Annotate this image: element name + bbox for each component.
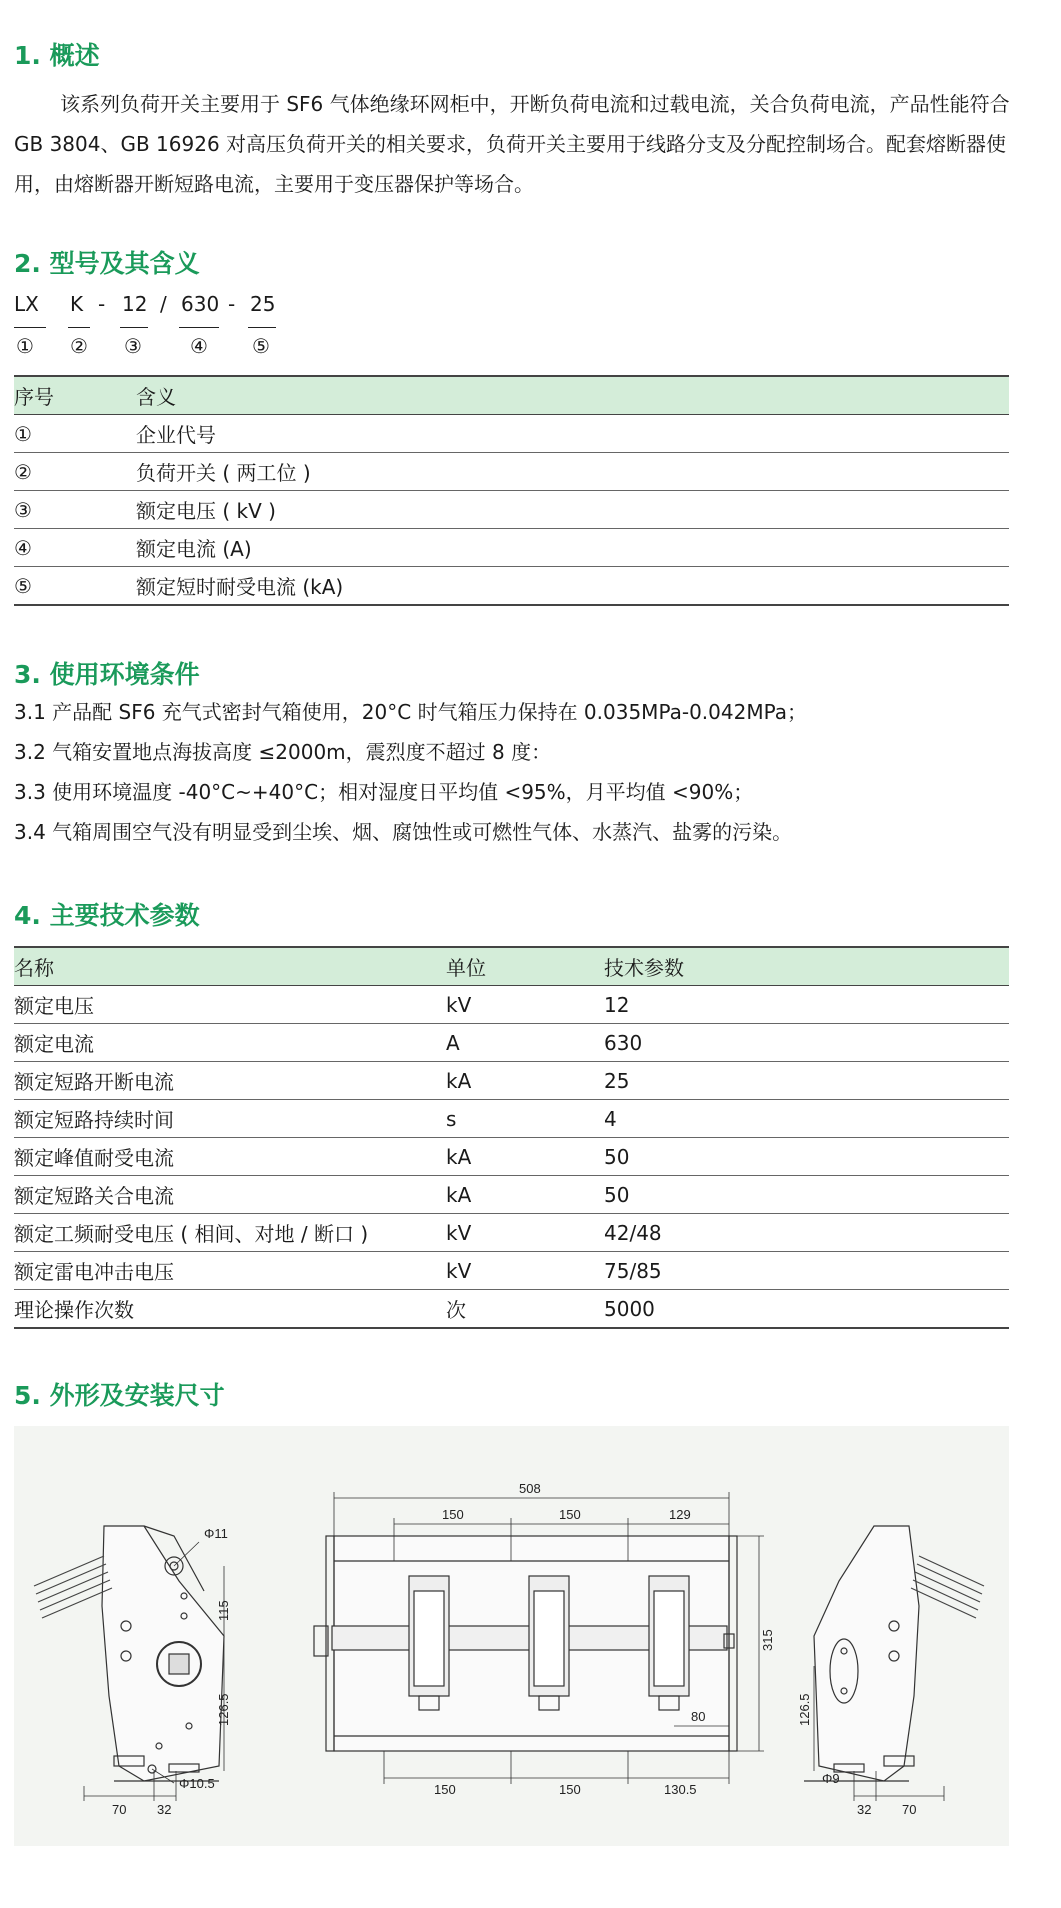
param-value: 12 [604,986,1009,1024]
table-row [14,1290,1009,1329]
dim-label: 126.5 [797,1693,812,1726]
dim-label: 150 [559,1782,581,1797]
model-separator-2: / [160,292,167,316]
meaning-index: ③ [14,491,136,529]
model-number-1: ① [16,334,34,358]
model-part-5: 25 [250,292,276,316]
dim-label: Φ9 [822,1771,840,1786]
param-unit: kA [446,1176,604,1214]
conditions-list [14,692,807,852]
param-value: 25 [604,1062,1009,1100]
condition-item: 3.3 使用环境温度 -40°C~+40°C；相对湿度日平均值 <95%，月平均值 <90%； [14,780,754,804]
dim-label: 80 [691,1709,706,1724]
dim-label: 150 [442,1507,464,1522]
condition-item: 3.4 气箱周围空气没有明显受到尘埃、烟、腐蚀性或可燃性气体、水蒸汽、盐雾的污染。 [14,820,793,844]
param-unit: kV [446,1252,604,1290]
dim-label: 150 [434,1782,456,1797]
overview-text: 该系列负荷开关主要用于 SF6 气体绝缘环网柜中，开断负荷电流和过载电流，关合负荷电流，产品性能符合 GB 3804、GB 16926 对高压负荷开关的相关要求，负荷开关主要用于线路分支及分配控制场合。配套熔断器使用，由熔断器开断短路电流，主要用于变压器保护等场合。 [14,92,1010,196]
dim-label: 129 [669,1507,691,1522]
meaning-index: ④ [14,529,136,567]
table-row [14,1176,1009,1214]
section-1-title: 1. 概述 [14,41,100,70]
model-separator-1: - [98,292,106,316]
condition-item: 3.1 产品配 SF6 充气式密封气箱使用，20°C 时气箱压力保持在 0.035MPa-0.042MPa； [14,700,808,724]
dim-label: 508 [519,1481,541,1496]
param-name: 额定短路开断电流 [14,1062,446,1100]
model-number-5: ⑤ [252,334,270,358]
table-row [14,1252,1009,1290]
param-value: 50 [604,1176,1009,1214]
model-number-2: ② [70,334,88,358]
table-row [14,415,1009,453]
param-unit: kV [446,986,604,1024]
meaning-index: ① [14,415,136,453]
dim-label: 70 [112,1802,127,1817]
dim-label: 315 [760,1629,775,1651]
param-unit: kA [446,1138,604,1176]
section-2-title: 2. 型号及其含义 [14,249,200,278]
dim-label: 150 [559,1507,581,1522]
meaning-text: 额定短时耐受电流 (kA) [136,567,1009,606]
tech-params-table [14,946,1009,1329]
param-name: 额定电压 [14,986,446,1024]
table-row [14,529,1009,567]
model-number-3: ③ [124,334,142,358]
meaning-index: ② [14,453,136,491]
model-part-4: 630 [181,292,220,316]
right-side-view [804,1526,984,1801]
dim-label: 126.5 [216,1693,231,1726]
param-value: 4 [604,1100,1009,1138]
table-row [14,567,1009,606]
model-part-1: LX [14,292,39,316]
dim-label: 32 [857,1802,872,1817]
param-unit: kA [446,1062,604,1100]
section-5-title: 5. 外形及安装尺寸 [14,1381,225,1410]
param-name: 额定电流 [14,1024,446,1062]
param-value: 50 [604,1138,1009,1176]
param-name: 额定短路持续时间 [14,1100,446,1138]
param-unit: kV [446,1214,604,1252]
param-name: 额定短路关合电流 [14,1176,446,1214]
param-value: 630 [604,1024,1009,1062]
table-row [14,453,1009,491]
dim-label: 32 [157,1802,172,1817]
param-name: 额定工频耐受电压 ( 相间、对地 / 断口 ) [14,1214,446,1252]
dim-label: 130.5 [664,1782,697,1797]
params-header-value: 技术参数 [604,947,1009,986]
table-row [14,1138,1009,1176]
section-4-title: 4. 主要技术参数 [14,901,200,930]
meaning-index: ⑤ [14,567,136,606]
model-part-2: K [70,292,84,316]
model-separator-3: - [228,292,236,316]
param-value: 42/48 [604,1214,1009,1252]
params-header-name: 名称 [14,947,446,986]
table-row [14,1214,1009,1252]
param-name: 额定峰值耐受电流 [14,1138,446,1176]
front-view [314,1492,764,1784]
table-row [14,986,1009,1024]
dim-label: Φ11 [204,1526,228,1541]
param-unit: A [446,1024,604,1062]
table-row [14,491,1009,529]
meaning-text: 企业代号 [136,415,1009,453]
dimension-drawing [14,1426,1009,1846]
table-row [14,1062,1009,1100]
param-value: 75/85 [604,1252,1009,1290]
param-name: 额定雷电冲击电压 [14,1252,446,1290]
meaning-text: 额定电流 (A) [136,529,1009,567]
dim-label: 115 [216,1600,231,1621]
meaning-header-index: 序号 [14,376,136,415]
model-meaning-table [14,375,1009,606]
installation-drawing-svg [14,1426,1009,1846]
param-name: 理论操作次数 [14,1290,446,1329]
condition-item: 3.2 气箱安置地点海拔高度 ≤2000m，震烈度不超过 8 度： [14,740,552,764]
meaning-text: 负荷开关 ( 两工位 ) [136,453,1009,491]
param-unit: 次 [446,1290,604,1329]
meaning-text: 额定电压 ( kV ) [136,491,1009,529]
param-unit: s [446,1100,604,1138]
param-value: 5000 [604,1290,1009,1329]
meaning-header-meaning: 含义 [136,376,1009,415]
model-number-4: ④ [190,334,208,358]
dim-label: 70 [902,1802,917,1817]
overview-paragraph [14,84,1014,204]
model-code [14,292,414,362]
table-row [14,1024,1009,1062]
left-side-view [34,1526,224,1801]
dim-label: Φ10.5 [179,1776,215,1791]
table-row [14,1100,1009,1138]
params-header-unit: 单位 [446,947,604,986]
section-3-title: 3. 使用环境条件 [14,660,200,689]
model-part-3: 12 [122,292,148,316]
